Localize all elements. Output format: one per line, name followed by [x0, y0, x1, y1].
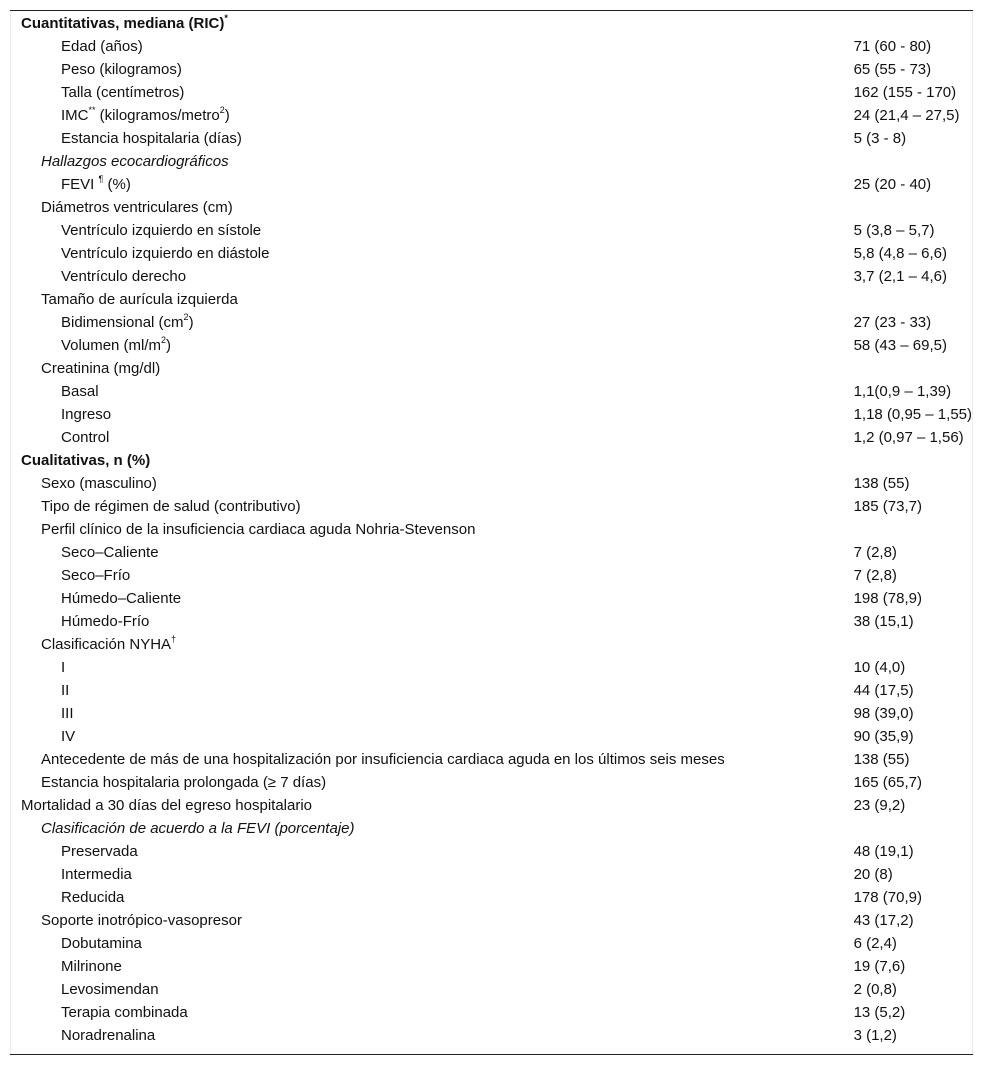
table-row — [11, 978, 972, 1001]
table-row — [11, 173, 972, 196]
row-label — [11, 564, 844, 587]
table-row — [11, 932, 972, 955]
row-label — [11, 449, 844, 472]
row-label — [11, 932, 844, 955]
row-label — [11, 840, 844, 863]
row-label — [11, 587, 844, 610]
row-label — [11, 863, 844, 886]
row-value: 185 (73,7) — [853, 498, 922, 515]
row-value: 5 (3,8 – 5,7) — [853, 222, 935, 239]
table-row — [11, 702, 972, 725]
row-value — [844, 518, 972, 541]
row-label-text: Cualitativas, n (%) — [21, 452, 151, 469]
table-row — [11, 518, 972, 541]
row-label-text: Peso (kilogramos) — [61, 61, 182, 78]
row-label-text: Cuantitativas, mediana (RIC) — [21, 14, 225, 32]
row-label — [11, 426, 844, 449]
table-body — [11, 11, 972, 1047]
row-label-text: Sexo (masculino) — [41, 475, 157, 492]
table-row — [11, 495, 972, 518]
table-row — [11, 817, 972, 840]
row-label — [11, 58, 844, 81]
label-superscript: ** — [88, 105, 96, 115]
row-label-text: Talla (centímetros) — [61, 84, 185, 101]
table-row — [11, 679, 972, 702]
row-value — [844, 11, 972, 35]
row-label — [11, 1024, 844, 1047]
row-label-text: FEVI — [61, 176, 99, 193]
table-row — [11, 403, 972, 426]
row-label-text: Mortalidad a 30 días del egreso hospitalario — [21, 797, 313, 814]
table-row — [11, 58, 972, 81]
row-label — [11, 150, 844, 173]
row-label-text: Control — [61, 429, 110, 446]
row-label-text: Estancia hospitalaria prolongada (≥ 7 días) — [41, 774, 327, 791]
table-row — [11, 219, 972, 242]
row-label — [11, 1001, 844, 1024]
table-row — [11, 288, 972, 311]
row-label-text: Volumen (ml/m — [61, 337, 162, 354]
row-label-text: Intermedia — [61, 866, 132, 883]
table-row — [11, 794, 972, 817]
label-suffix: ) — [224, 107, 230, 124]
row-label-text: I — [61, 659, 66, 676]
row-value: 58 (43 – 69,5) — [853, 337, 947, 354]
row-value: 6 (2,4) — [853, 935, 897, 952]
table-row — [11, 35, 972, 58]
row-value: 7 (2,8) — [853, 567, 897, 584]
table-row — [11, 472, 972, 495]
row-label-text: Edad (años) — [61, 38, 143, 55]
label-suffix: ) — [166, 337, 172, 354]
row-label — [11, 11, 844, 35]
row-label — [11, 265, 844, 288]
row-label — [11, 196, 844, 219]
row-label — [11, 817, 844, 840]
row-value — [844, 357, 972, 380]
row-label-text: Dobutamina — [61, 935, 142, 952]
label-suffix: (kilogramos/metro — [95, 107, 220, 124]
label-superscript: † — [171, 634, 177, 644]
table-row — [11, 909, 972, 932]
row-value: 5,8 (4,8 – 6,6) — [853, 245, 947, 262]
row-label-text: Ingreso — [61, 406, 112, 423]
row-label — [11, 357, 844, 380]
row-value — [844, 196, 972, 219]
table-row — [11, 104, 972, 127]
row-value: 43 (17,2) — [853, 912, 914, 929]
row-label-text: Ventrículo izquierdo en diástole — [61, 245, 270, 262]
row-value: 44 (17,5) — [853, 682, 914, 699]
row-value — [844, 633, 972, 656]
table-row — [11, 725, 972, 748]
table-row — [11, 1001, 972, 1024]
table-row — [11, 1024, 972, 1047]
row-label — [11, 242, 844, 265]
table-row — [11, 955, 972, 978]
row-label-text: Ventrículo derecho — [61, 268, 187, 285]
table-row — [11, 196, 972, 219]
row-value: 65 (55 - 73) — [853, 61, 932, 78]
row-label-text: Estancia hospitalaria (días) — [61, 130, 242, 147]
row-value: 198 (78,9) — [853, 590, 922, 607]
label-suffix: (%) — [103, 176, 131, 193]
table-row — [11, 449, 972, 472]
row-label — [11, 35, 844, 58]
row-label — [11, 380, 844, 403]
table-row — [11, 150, 972, 173]
row-value: 90 (35,9) — [853, 728, 914, 745]
row-label — [11, 748, 844, 771]
row-label — [11, 219, 844, 242]
label-superscript: ¶ — [98, 174, 104, 184]
row-value: 3 (1,2) — [853, 1027, 897, 1044]
row-value: 138 (55) — [853, 475, 910, 492]
table-bottom-rule — [10, 1054, 973, 1055]
row-label — [11, 702, 844, 725]
row-label-text: Perfil clínico de la insuficiencia cardiaca aguda Nohria-Stevenson — [41, 521, 476, 538]
table-row — [11, 886, 972, 909]
row-value: 3,7 (2,1 – 4,6) — [853, 268, 947, 285]
label-suffix: ) — [188, 314, 194, 331]
table-row — [11, 242, 972, 265]
table-row — [11, 748, 972, 771]
row-label — [11, 495, 844, 518]
row-label — [11, 725, 844, 748]
row-label-text: Antecedente de más de una hospitalización por insuficiencia cardiaca aguda en los últimos seis meses — [41, 751, 725, 768]
row-label-text: IV — [61, 728, 76, 745]
row-value: 27 (23 - 33) — [853, 314, 932, 331]
row-label-text: III — [61, 705, 74, 722]
row-value: 23 (9,2) — [853, 797, 906, 814]
row-label — [11, 794, 844, 817]
row-label — [11, 472, 844, 495]
table-row — [11, 81, 972, 104]
row-value: 25 (20 - 40) — [853, 176, 932, 193]
row-value: 178 (70,9) — [853, 889, 922, 906]
table-row — [11, 541, 972, 564]
row-value: 20 (8) — [853, 866, 893, 883]
table-row — [11, 334, 972, 357]
table-row — [11, 840, 972, 863]
row-value: 7 (2,8) — [853, 544, 897, 561]
row-label — [11, 633, 844, 656]
table-row — [11, 11, 972, 35]
row-value: 98 (39,0) — [853, 705, 914, 722]
row-label — [11, 541, 844, 564]
row-label-text: Hallazgos ecocardiográficos — [41, 153, 229, 170]
row-label — [11, 334, 844, 357]
table-row — [11, 564, 972, 587]
row-label-text: Noradrenalina — [61, 1027, 156, 1044]
row-label-text: IMC — [61, 107, 89, 124]
table-row — [11, 863, 972, 886]
table-row — [11, 771, 972, 794]
row-label — [11, 886, 844, 909]
row-label-text: Húmedo–Caliente — [61, 590, 182, 607]
table-row — [11, 426, 972, 449]
row-label — [11, 288, 844, 311]
row-label — [11, 955, 844, 978]
row-label — [11, 679, 844, 702]
row-value — [844, 150, 972, 173]
table-row — [11, 311, 972, 334]
row-label-text: Milrinone — [61, 958, 122, 975]
row-value: 38 (15,1) — [853, 613, 914, 630]
row-label — [11, 173, 844, 196]
row-label-text: Terapia combinada — [61, 1004, 188, 1021]
row-label-text: Diámetros ventriculares (cm) — [41, 199, 233, 216]
label-superscript: 2 — [219, 105, 225, 115]
table-row — [11, 127, 972, 150]
row-label — [11, 104, 844, 127]
row-value: 138 (55) — [853, 751, 910, 768]
row-label-text: Bidimensional (cm — [61, 314, 184, 331]
row-value: 2 (0,8) — [853, 981, 897, 998]
row-value: 5 (3 - 8) — [853, 130, 907, 147]
row-value — [844, 817, 972, 840]
table-row — [11, 610, 972, 633]
row-label-text: II — [61, 682, 70, 699]
row-label-text: Tamaño de aurícula izquierda — [41, 291, 238, 308]
row-value: 10 (4,0) — [853, 659, 906, 676]
row-value: 24 (21,4 – 27,5) — [853, 107, 960, 124]
row-label — [11, 81, 844, 104]
row-label-text: Clasificación de acuerdo a la FEVI (porcentaje) — [41, 820, 355, 837]
row-label — [11, 403, 844, 426]
row-label-text: Basal — [61, 383, 99, 400]
table-row — [11, 357, 972, 380]
table-row — [11, 656, 972, 679]
row-value: 71 (60 - 80) — [853, 38, 932, 55]
row-label-text: Húmedo-Frío — [61, 613, 150, 630]
row-label-text: Seco–Frío — [61, 567, 131, 584]
table-row — [11, 380, 972, 403]
row-value: 165 (65,7) — [853, 774, 922, 791]
table-row — [11, 587, 972, 610]
row-value: 13 (5,2) — [853, 1004, 906, 1021]
row-label — [11, 311, 844, 334]
row-label-text: Tipo de régimen de salud (contributivo) — [41, 498, 301, 515]
row-value: 162 (155 - 170) — [853, 84, 957, 101]
row-label — [11, 518, 844, 541]
row-label — [11, 771, 844, 794]
clinical-characteristics-table — [11, 11, 972, 1047]
row-value: 1,1(0,9 – 1,39) — [853, 383, 952, 400]
row-value: 19 (7,6) — [853, 958, 906, 975]
label-superscript: * — [224, 12, 228, 23]
row-value — [844, 288, 972, 311]
row-label — [11, 127, 844, 150]
row-value — [844, 449, 972, 472]
row-label-text: Levosimendan — [61, 981, 159, 998]
row-label — [11, 610, 844, 633]
row-label-text: Reducida — [61, 889, 125, 906]
row-label — [11, 978, 844, 1001]
label-superscript: 2 — [183, 312, 189, 322]
row-label-text: Creatinina (mg/dl) — [41, 360, 161, 377]
row-label-text: Clasificación NYHA — [41, 636, 172, 653]
row-value: 1,18 (0,95 – 1,55) — [853, 406, 972, 423]
row-label-text: Preservada — [61, 843, 138, 860]
row-value: 48 (19,1) — [853, 843, 914, 860]
row-label-text: Soporte inotrópico-vasopresor — [41, 912, 242, 929]
table-row — [11, 265, 972, 288]
label-superscript: 2 — [161, 335, 167, 345]
row-label — [11, 656, 844, 679]
row-label — [11, 909, 844, 932]
row-label-text: Ventrículo izquierdo en sístole — [61, 222, 262, 239]
table-row — [11, 633, 972, 656]
row-label-text: Seco–Caliente — [61, 544, 159, 561]
row-value: 1,2 (0,97 – 1,56) — [853, 429, 964, 446]
